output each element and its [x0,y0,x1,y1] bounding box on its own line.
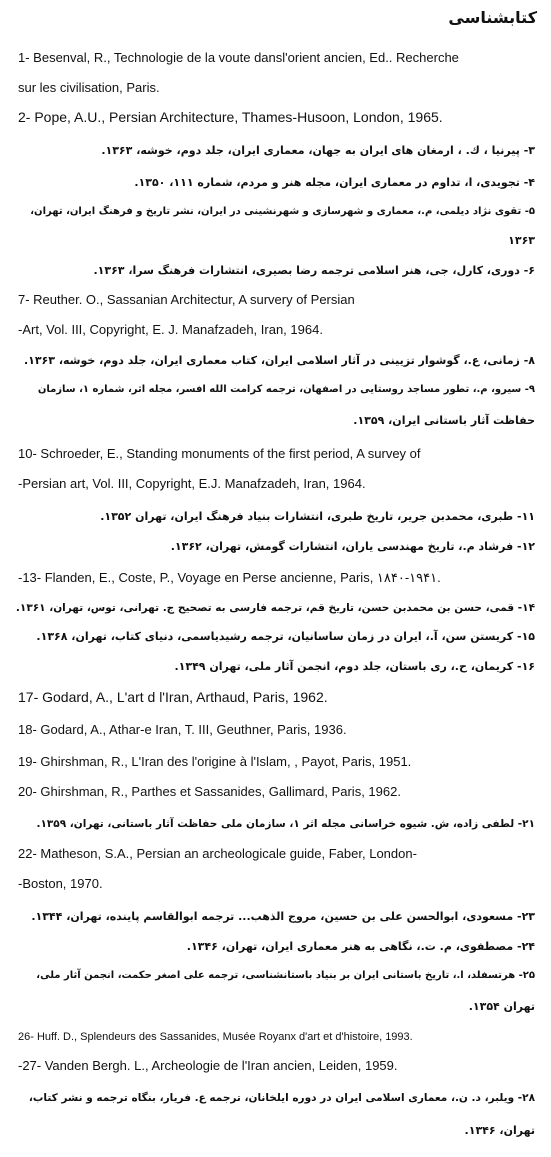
reference-24: ۲۴- مصطفوی، م. ت.، نگاهی به هنر معماری ایران، تهران، ۱۳۴۶. [186,940,535,953]
reference-3: ۳- پیرنیا ، ك. ، ارمغان های ایران به جهان، معماری ایران، جلد دوم، خوشه، ۱۳۶۳. [101,144,535,157]
reference-8: ۸- زمانی، ع.، گوشوار تزیینی در آثار اسلامی ایران، کتاب معماری ایران، جلد دوم، خوشه، ۱۳۶۳. [23,354,535,367]
reference-9-line-1: ۹- سیرو، م.، تطور مساجد روستایی در اصفهان، ترجمه کرامت الله افسر، مجله اثر، شماره ۱، سازمان [37,384,535,395]
reference-25-line-2: تهران ۱۳۵۴. [468,1000,535,1013]
reference-7-line-1: 7- Reuther. O., Sassanian Architectur, A survery of Persian [18,292,355,307]
reference-7-line-2: -Art, Vol. III, Copyright, E. J. Manafzadeh, Iran, 1964. [18,322,323,337]
reference-21: ۲۱- لطفی زاده، ش. شیوه خراسانی مجله اثر ۱، سازمان ملی حفاظت آثار باستانی، تهران، ۱۳۵۹. [36,818,535,830]
reference-18: 18- Godard, A., Athar-e Iran, T. III, Geuthner, Paris, 1936. [18,722,347,737]
reference-16: ۱۶- کریمان، ح.، ری باستان، جلد دوم، انجمن آثار ملی، تهران ۱۳۴۹. [174,660,535,673]
reference-19: 19- Ghirshman, R., L'Iran des l'origine à l'Islam, , Payot, Paris, 1951. [18,754,412,769]
reference-22-line-1: 22- Matheson, S.A., Persian an archeologicale guide, Faber, London- [18,846,417,861]
reference-10-line-1: 10- Schroeder, E., Standing monuments of the first period, A survey of [18,446,421,461]
bibliography-heading: کتابشناسی [448,8,537,27]
reference-13: -13- Flanden, E., Coste, P., Voyage en Perse ancienne, Paris, ۱۸۴۰-۱۹۴۱. [18,570,441,585]
reference-10-line-2: -Persian art, Vol. III, Copyright, E.J. Manafzadeh, Iran, 1964. [18,476,366,491]
reference-5-line-1: ۵- تقوی نژاد دیلمی، م.، معماری و شهرسازی و شهرنشینی در ایران، نشر تاریخ و فرهنگ ایران، تهران، [30,206,535,217]
reference-5-line-2: ۱۳۶۳ [508,234,535,247]
reference-14: ۱۴- قمی، حسن بن محمدبن حسن، تاریخ قم، ترجمه فارسی به تصحیح ج. تهرانی، توس، تهران، ۱۳۶۱. [15,602,535,614]
reference-15: ۱۵- کریستن سن، آ.، ایران در زمان ساسانیان، ترجمه رشیدیاسمی، دنیای کتاب، تهران، ۱۳۶۸. [36,630,535,643]
reference-17: 17- Godard, A., L'art d l'Iran, Arthaud, Paris, 1962. [18,689,328,705]
reference-25-line-1: ۲۵- هرتسفلد، ا.، تاریخ باستانی ایران بر بنیاد باستانشناسی، ترجمه علی اصغر حکمت، انجمن آثار ملی، [36,970,535,981]
reference-23: ۲۳- مسعودی، ابوالحسن علی بن حسین، مروج الذهب... ترجمه ابوالقاسم پاینده، تهران، ۱۳۴۴. [31,910,535,923]
reference-22-line-2: -Boston, 1970. [18,876,103,891]
reference-4: ۴- تجویدی، ا، تداوم در معماری ایران، مجله هنر و مردم، شماره ۱۱۱، ۱۳۵۰. [134,176,535,189]
reference-27: -27- Vanden Bergh. L., Archeologie de l'Iran ancien, Leiden, 1959. [18,1058,398,1073]
reference-28-line-2: تهران، ۱۳۴۶. [464,1124,535,1137]
reference-9-line-2: حفاظت آثار باستانی ایران، ۱۳۵۹. [353,414,535,427]
reference-6: ۶- دوری، کارل، جی، هنر اسلامی ترجمه رضا بصیری، انتشارات فرهنگ سرا، ۱۳۶۳. [93,264,535,277]
reference-26: 26- Huff. D., Splendeurs des Sassanides, Musée Royanx d'art et d'histoire, 1993. [18,1031,413,1043]
reference-1-line-1: 1- Besenval, R., Technologie de la voute dansl'orient ancien, Ed.. Recherche [18,50,459,65]
reference-12: ۱۲- فرشاد م.، تاریخ مهندسی یاران، انتشارات گومش، تهران، ۱۳۶۲. [170,540,535,553]
reference-20: 20- Ghirshman, R., Parthes et Sassanides, Gallimard, Paris, 1962. [18,784,401,799]
reference-11: ۱۱- طبری، محمدبن جریر، تاریخ طبری، انتشارات بنیاد فرهنگ ایران، تهران ۱۳۵۲. [100,510,535,523]
reference-2: 2- Pope, A.U., Persian Architecture, Thames-Husoon, London, 1965. [18,109,443,125]
reference-1-line-2: sur les civilisation, Paris. [18,80,160,95]
reference-28-line-1: ۲۸- ویلبر، د. ن.، معماری اسلامی ایران در دوره ایلخانان، ترجمه ع. فریار، بنگاه ترجمه و نشر کتاب، [28,1092,535,1104]
